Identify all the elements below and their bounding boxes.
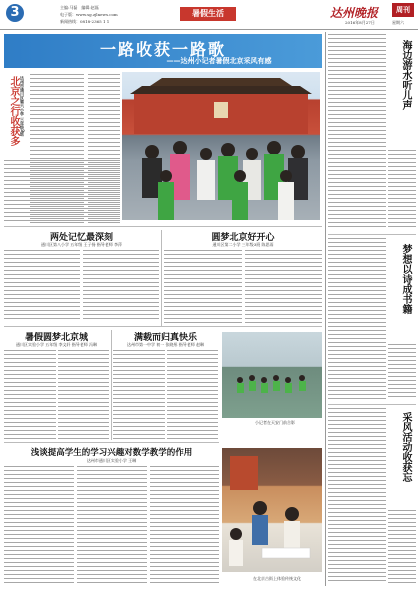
photo2-caption: 在北京古街上体验传统文化	[253, 576, 301, 581]
masthead	[0, 0, 418, 30]
paper-logo: 达州晚报	[330, 6, 379, 20]
lead-banner	[4, 34, 322, 68]
right-text-2b	[388, 344, 416, 400]
edition-info: 主编:马磊 编辑:赵磊	[60, 5, 99, 10]
culture-photo-scene	[222, 448, 322, 572]
water-photo-scene	[222, 332, 322, 418]
crowd	[142, 141, 308, 220]
page-number: 3	[10, 5, 20, 20]
dream-text-1	[4, 350, 56, 440]
culture-photo	[222, 448, 322, 572]
math-text-1	[4, 466, 74, 584]
math-byline: 达州市通川区实验小学 王琳	[86, 458, 137, 463]
right-title-3: 采风活动收获忘	[400, 412, 411, 482]
right-text-3	[328, 408, 386, 584]
math-text-2	[77, 466, 147, 584]
divider	[4, 226, 322, 227]
right-text-1	[328, 34, 386, 230]
return-text-2	[167, 350, 218, 440]
divider	[4, 442, 219, 443]
lead-side-author: 达州市通川区第六小学 三年级3班	[20, 76, 25, 137]
lead-side-title: 北京之行收获多	[8, 76, 19, 146]
math-text-3	[150, 466, 219, 584]
math-title: 浅谈提高学生的学习兴趣对数学教学的作用	[30, 448, 193, 458]
photo1-caption: 小记者在天安门前合影	[255, 420, 295, 425]
lantern-sign	[230, 456, 258, 490]
lead-body-text-3	[4, 160, 120, 224]
divider	[325, 32, 326, 586]
corner-mark	[392, 3, 414, 17]
divider	[111, 330, 112, 440]
dream-title: 暑假圆梦北京城	[24, 333, 88, 343]
weekday-line: 星期六	[392, 20, 404, 25]
hotline-line: 新闻热线：0818-2365 1 1	[60, 19, 110, 24]
right-text-1b	[388, 150, 416, 230]
right-title-2: 梦想以诗成书籍	[400, 244, 411, 314]
banner-subtitle: ——达州小记者暑假北京采风有感	[166, 57, 272, 65]
page-number-badge	[6, 4, 24, 22]
memory-byline: 通川区第八小学 五年级 王子扬 指导老师 李萍	[40, 242, 123, 247]
divider	[328, 234, 416, 235]
gate-roof	[130, 86, 312, 94]
divider	[328, 404, 416, 405]
right-text-2	[328, 238, 386, 400]
lead-photo-scene	[122, 72, 320, 220]
section-badge	[180, 7, 236, 21]
lead-photo	[122, 72, 320, 220]
water-photo	[222, 332, 322, 418]
right-text-3b	[388, 510, 416, 584]
return-title: 满载而归真快乐	[133, 333, 197, 343]
gate-portrait	[214, 102, 228, 118]
return-byline: 达州市第一中学 初一 张晓彤 指导老师 赵琳	[126, 342, 205, 347]
banner-title: 一路收获一路歌	[99, 40, 226, 59]
memory-text-2	[83, 250, 159, 322]
corner-mark-label: 周刊	[396, 6, 410, 14]
divider	[4, 326, 322, 327]
happy-text-2	[245, 250, 322, 326]
happy-byline: 通川区第二小学 三年级3班 陈思雨	[212, 242, 274, 247]
memory-text-1	[4, 250, 80, 322]
website-line: 电子版：www.sg.zjlnews.com	[60, 12, 118, 17]
right-title-1: 海边游水听儿声	[400, 40, 411, 110]
return-text-1	[113, 350, 165, 440]
happy-text-1	[164, 250, 242, 326]
happy-title: 圆梦北京好开心	[211, 233, 275, 243]
gate-upper-roof	[150, 78, 292, 86]
memory-title: 两处记忆最深刻	[49, 233, 113, 243]
section-badge-label: 暑假生活	[192, 9, 224, 18]
dream-text-2	[58, 350, 109, 440]
divider	[161, 230, 162, 326]
date-line: 2016年8月27日	[345, 20, 375, 25]
dream-byline: 通川区实验小学 五年级 李文轩 指导老师 冯琳	[15, 342, 98, 347]
